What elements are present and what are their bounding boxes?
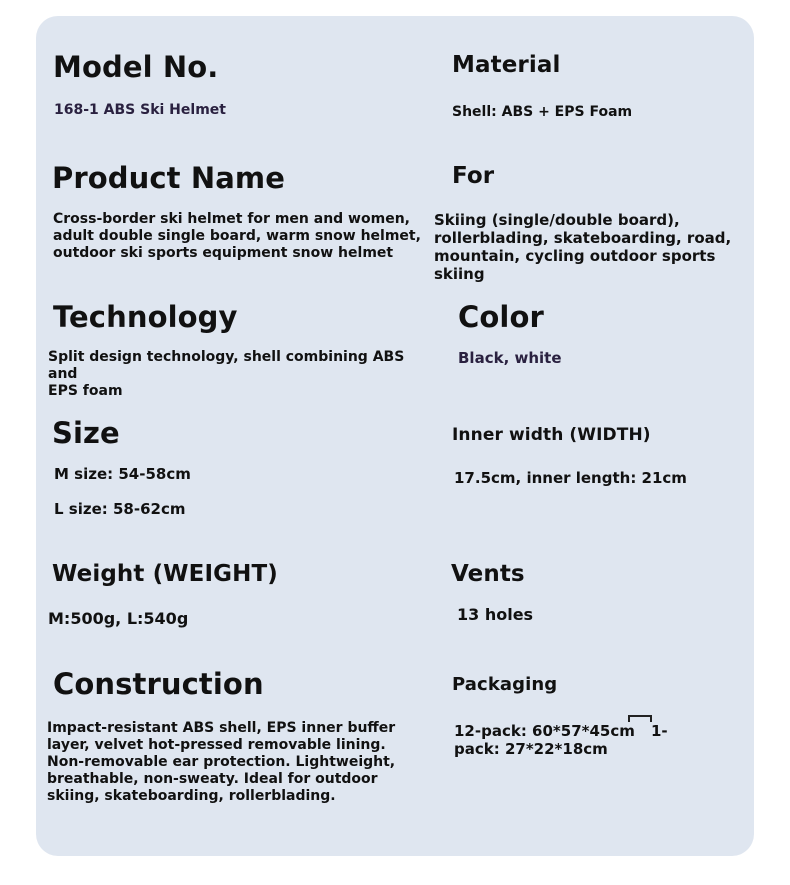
weight-value: M:500g, L:540g xyxy=(48,609,189,628)
weight-heading: Weight (WEIGHT) xyxy=(52,561,278,587)
for-heading: For xyxy=(452,163,495,189)
size-m: M size: 54-58cm xyxy=(54,465,191,483)
model-value: 168-1 ABS Ski Helmet xyxy=(54,102,226,118)
packaging-heading: Packaging xyxy=(452,674,558,695)
construction-heading: Construction xyxy=(53,667,264,701)
packaging-line1: 12-pack: 60*57*45cm xyxy=(454,722,635,740)
product-name-text: Cross-border ski helmet for men and women, adult double single board, warm snow helmet, outdoor ski sports equipment snow helmet xyxy=(53,211,421,261)
inner-value: 17.5cm, inner length: 21cm xyxy=(454,469,687,487)
product-name-heading: Product Name xyxy=(52,161,285,195)
construction-text: Impact-resistant ABS shell, EPS inner buffer layer, velvet hot-pressed removable lining. Non-removable ear protection. Lightweight, breathable, non-sweaty. Ideal for outdoor skiing, skateboarding, rollerblading. xyxy=(47,720,396,804)
for-text: Skiing (single/double board), rollerblading, skateboarding, road, mountain, cycling outdoor sports skiing xyxy=(434,211,732,283)
color-heading: Color xyxy=(458,300,544,334)
technology-text: Split design technology, shell combining ABS and EPS foam xyxy=(48,349,405,399)
inner-heading: Inner width (WIDTH) xyxy=(452,425,651,445)
size-heading: Size xyxy=(52,416,120,450)
packaging-line1-suffix: 1- xyxy=(651,722,668,740)
size-l: L size: 58-62cm xyxy=(54,500,186,518)
model-heading: Model No. xyxy=(53,50,219,84)
bracket-mark xyxy=(628,715,652,722)
vents-value: 13 holes xyxy=(457,605,534,624)
material-value: Shell: ABS + EPS Foam xyxy=(452,104,633,120)
technology-heading: Technology xyxy=(53,300,238,334)
packaging-line2: pack: 27*22*18cm xyxy=(454,740,608,758)
vents-heading: Vents xyxy=(451,561,525,587)
material-heading: Material xyxy=(452,52,561,78)
color-value: Black, white xyxy=(458,349,562,367)
